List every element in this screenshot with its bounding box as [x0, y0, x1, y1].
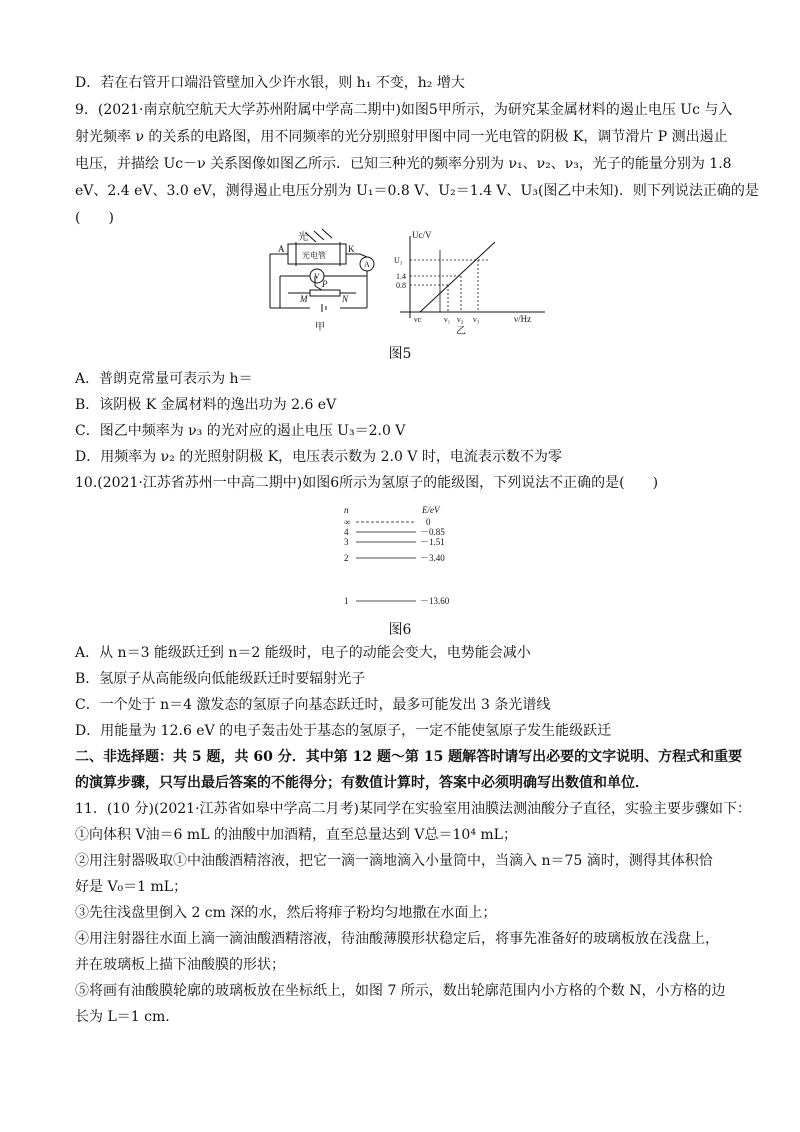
graph-vc: νc	[414, 315, 422, 324]
label-N: N	[342, 294, 349, 304]
graph-line	[420, 242, 495, 312]
label-yi: 乙	[456, 326, 466, 337]
q9-option-a: A．普朗克常量可表示为 h＝	[75, 371, 253, 387]
label-P: P	[322, 279, 328, 289]
level-e-4: －0.85	[420, 527, 445, 537]
graph-xlabel: ν/Hz	[514, 314, 532, 324]
q9-option-c: C．图乙中频率为 ν₃ 的光对应的遏止电压 U₃＝2.0 V	[75, 423, 406, 439]
section-2-heading-line-2: 的演算步骤，只写出最后答案的不能得分；有数值计算时，答案中必须明确写出数值和单位．	[75, 775, 649, 791]
q11-step-3: ③先往浅盘里倒入 2 cm 深的水，然后将痱子粉均匀地撒在水面上；	[75, 905, 497, 921]
level-e-header: E/eV	[422, 505, 440, 515]
q10-stem: 10.(2021·江苏省苏州一中高二期中)如图6所示为氢原子的能级图，下列说法不正确的是( )	[75, 475, 659, 491]
label-ammeter: A	[364, 260, 370, 269]
level-e-inf: 0	[426, 517, 431, 527]
level-n-3: 3	[344, 537, 349, 547]
label-V: V	[314, 272, 320, 281]
q11-step-5-line-1: ⑤将画有油酸膜轮廓的玻璃板放在坐标纸上，如图 7 所示，数出轮廓范围内小方格的个数 N，小方格的边	[75, 983, 726, 999]
rheostat	[310, 290, 340, 296]
q9-stem-line-1: 9．(2021·南京航空航天大学苏州附属中学高二期中)如图5甲所示，为研究某金属材料的遏止电压 Uc 与入	[75, 102, 733, 118]
level-e-3: －1.51	[420, 537, 445, 547]
label-light: 光	[298, 232, 308, 243]
graph-tick-1.4: 1.4	[396, 272, 406, 281]
label-A: A	[278, 244, 285, 254]
figure-5-caption: 图5	[388, 346, 412, 362]
label-phototube: 光电管	[302, 251, 326, 260]
section-2-heading-line-1: 二、非选择题：共 5 题，共 60 分．其中第 12 题～第 15 题解答时请写出必要的文字说明、方程式和重要	[75, 749, 743, 765]
figure-5	[260, 228, 550, 338]
q8-option-d: D．若在右管开口端沿管壁加入少许水银，则 h₁ 不变，h₂ 增大	[75, 75, 465, 91]
q10-option-a: A．从 n＝3 能级跃迁到 n＝2 能级时，电子的动能会变大，电势能会减小	[75, 645, 531, 661]
level-e-2: －3.40	[420, 553, 445, 563]
figure-6	[340, 502, 480, 612]
q9-option-b: B．该阴极 K 金属材料的逸出功为 2.6 eV	[75, 397, 337, 413]
q11-step-4-line-2: 并在玻璃板上描下油酸膜的形状；	[75, 957, 285, 973]
graph-v1: ν₁	[444, 315, 451, 324]
q11-step-4-line-1: ④用注射器往水面上滴一滴油酸酒精溶液，待油酸薄膜形状稳定后，将事先准备好的玻璃板放在浅盘上，	[75, 931, 719, 947]
q11-step-2-line-1: ②用注射器吸取①中油酸酒精溶液，把它一滴一滴地滴入小量筒中，当滴入 n＝75 滴时，测得其体积恰	[75, 853, 713, 869]
level-n-inf: ∞	[344, 517, 351, 527]
q10-option-b: B．氢原子从高能级向低能级跃迁时要辐射光子	[75, 671, 366, 687]
label-jia: 甲	[315, 322, 325, 333]
q11-step-1: ①向体积 V油＝6 mL 的油酸中加酒精，直至总量达到 V总＝10⁴ mL；	[75, 827, 517, 843]
q9-stem-line-5: ( )	[75, 210, 114, 226]
level-n-2: 2	[344, 553, 349, 563]
graph-tick-0.8: 0.8	[396, 281, 406, 290]
figure-6-caption: 图6	[388, 622, 412, 638]
graph-v2: ν₂	[457, 315, 464, 324]
label-K: K	[348, 244, 355, 254]
level-n-4: 4	[344, 527, 349, 537]
level-n-header: n	[344, 505, 349, 515]
level-n-1: 1	[344, 596, 349, 606]
q11-stem: 11．(10 分)(2021·江苏省如皋中学高二月考)某同学在实验室用油膜法测油酸分子直径，实验主要步骤如下：	[75, 801, 752, 817]
graph-u3: U₃	[394, 256, 403, 265]
q11-step-5-line-2: 长为 L＝1 cm.	[75, 1009, 170, 1025]
q11-step-2-line-2: 好是 V₀＝1 mL；	[75, 879, 188, 895]
q10-option-d: D．用能量为 12.6 eV 的电子轰击处于基态的氢原子，一定不能使氢原子发生能级跃迁	[75, 723, 612, 739]
level-e-1: －13.60	[420, 596, 450, 606]
q9-stem-line-2: 射光频率 ν 的关系的电路图，用不同频率的光分别照射甲图中同一光电管的阴极 K，调节滑片 P 测出遏止	[75, 129, 728, 145]
graph-v3: ν₃	[473, 315, 480, 324]
q9-stem-line-4: eV、2.4 eV、3.0 eV，测得遏止电压分别为 U₁＝0.8 V、U₂＝1.4 V、U₃(图乙中未知)．则下列说法正确的是	[75, 183, 759, 199]
label-M: M	[300, 294, 308, 304]
q9-option-d: D．用频率为 ν₂ 的光照射阴极 K，电压表示数为 2.0 V 时，电流表示数不为零	[75, 449, 562, 465]
q10-option-c: C．一个处于 n＝4 激发态的氢原子向基态跃迁时，最多可能发出 3 条光谱线	[75, 697, 551, 713]
graph-ylabel: Uc/V	[412, 230, 432, 240]
q9-stem-line-3: 电压，并描绘 Uc－ν 关系图像如图乙所示．已知三种光的频率分别为 ν₁、ν₂、ν₃，光子的能量分别为 1.8	[75, 156, 732, 172]
